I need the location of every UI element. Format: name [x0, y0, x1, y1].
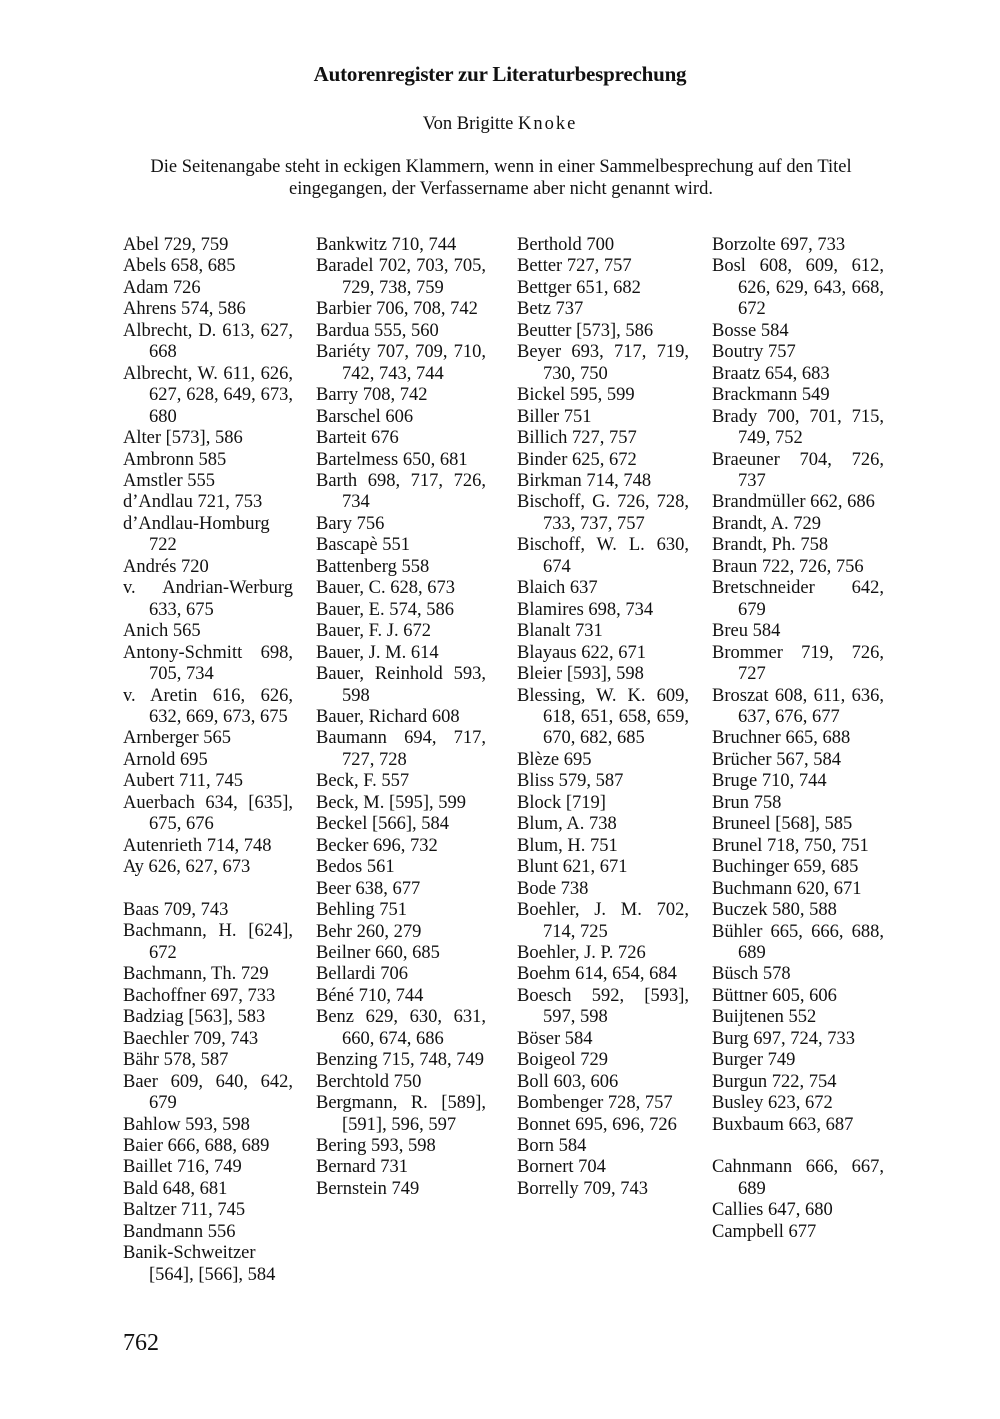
index-entry: Cahnmann 666, 667, 689 — [712, 1157, 884, 1199]
index-entry: Bretschneider 642, 679 — [712, 578, 884, 620]
index-entry: Bald 648, 681 — [123, 1178, 228, 1199]
index-entry: Bahlow 593, 598 — [123, 1114, 250, 1135]
index-entry: Boutry 757 — [712, 342, 796, 363]
index-entry: Arnberger 565 — [123, 728, 232, 749]
index-entry: Blum, H. 751 — [517, 835, 618, 856]
index-entry: Bode 738 — [517, 878, 589, 899]
index-entry: Berchtold 750 — [316, 1071, 422, 1092]
index-entry: d’Andlau-Homburg 722 — [123, 513, 270, 556]
index-entry: Boehler, J. M. 702, 714, 725 — [517, 900, 689, 942]
index-entry: Brackmann 549 — [712, 385, 830, 406]
index-entry: Boesch 592, [593], 597, 598 — [517, 985, 689, 1028]
index-entry: Bartelmess 650, 681 — [316, 449, 468, 470]
index-entry: Blèze 695 — [517, 749, 592, 770]
index-entry: Baradel 702, 703, 705, 729, 738, 759 — [316, 256, 486, 298]
index-entry: Borrelly 709, 743 — [517, 1178, 649, 1199]
index-entry: Bleier [593], 598 — [517, 664, 644, 685]
index-entry: Benzing 715, 748, 749 — [316, 1050, 485, 1071]
index-entry: Burg 697, 724, 733 — [712, 1028, 856, 1049]
index-entry: Bernstein 749 — [316, 1178, 420, 1199]
index-entry: Blamires 698, 734 — [517, 599, 654, 620]
index-entry: Autenrieth 714, 748 — [123, 835, 272, 856]
index-entry: Braeuner 704, 726, 737 — [712, 449, 884, 491]
index-entry: d’Andlau 721, 753 — [123, 492, 263, 513]
index-entry: Baumann 694, 717, 727, 728 — [316, 728, 486, 770]
index-entry: Albrecht, W. 611, 626, 627, 628, 649, 673, 680 — [123, 363, 293, 427]
index-entry: Bellardi 706 — [316, 964, 408, 985]
index-entry: Bonnet 695, 696, 726 — [517, 1114, 677, 1135]
index-entry: Born 584 — [517, 1136, 587, 1157]
index-entry: Boehler, J. P. 726 — [517, 942, 646, 963]
byline-name: Knoke — [517, 114, 578, 134]
index-entry: Barth 698, 717, 726, 734 — [316, 470, 486, 513]
index-entry: Bischoff, G. 726, 728, 733, 737, 757 — [517, 492, 689, 534]
index-entry: Behr 260, 279 — [316, 921, 422, 942]
index-entry: Bickel 595, 599 — [517, 385, 635, 406]
index-entry: Alter [573], 586 — [123, 428, 243, 449]
index-entry: Boigeol 729 — [517, 1050, 608, 1071]
index-entry: Auerbach 634, [635], 675, 676 — [123, 792, 293, 835]
index-entry: Badziag [563], 583 — [123, 1007, 266, 1028]
index-entry: Bering 593, 598 — [316, 1136, 436, 1157]
index-entry: Béné 710, 744 — [316, 985, 424, 1006]
index-entry: Amstler 555 — [123, 470, 215, 491]
index-entry: Bliss 579, 587 — [517, 771, 624, 792]
index-entry: Brücher 567, 584 — [712, 749, 841, 770]
index-entry: Binder 625, 672 — [517, 449, 637, 470]
index-entry: Bornert 704 — [517, 1157, 606, 1178]
index-entry: Beck, F. 557 — [316, 771, 410, 792]
index-entry: Bauer, F. J. 672 — [316, 621, 431, 642]
index-entry: Bauer, Reinhold 593, 598 — [316, 664, 486, 706]
index-entry: Bruneel [568], 585 — [712, 814, 853, 835]
index-entry: Barry 708, 742 — [316, 385, 428, 406]
index-entry: Anich 565 — [123, 621, 201, 642]
index-entry: Bombenger 728, 757 — [517, 1093, 673, 1114]
index-entry: Bascapè 551 — [316, 535, 411, 556]
index-entry: Beutter [573], 586 — [517, 320, 654, 341]
byline — [0, 114, 1000, 135]
index-entry: Brady 700, 701, 715, 749, 752 — [712, 406, 884, 449]
index-entry: Better 727, 757 — [517, 256, 632, 277]
index-entry: Abels 658, 685 — [123, 256, 236, 277]
index-entry: Billich 727, 757 — [517, 428, 637, 449]
section-gap — [712, 1136, 884, 1157]
index-entry: Bauer, Richard 608 — [316, 706, 460, 727]
index-entry: Ahrens 574, 586 — [123, 299, 246, 320]
index-entry: Burgun 722, 754 — [712, 1071, 837, 1092]
index-entry: Ay 626, 627, 673 — [123, 857, 251, 878]
index-entry: Borzolte 697, 733 — [712, 235, 846, 255]
index-entry: Büttner 605, 606 — [712, 985, 837, 1006]
index-entry: Büsch 578 — [712, 964, 791, 985]
index-entry: Barschel 606 — [316, 406, 414, 427]
index-entry: Birkman 714, 748 — [517, 470, 652, 491]
index-entry: Buchinger 659, 685 — [712, 857, 859, 878]
index-entry: Battenberg 558 — [316, 556, 430, 577]
index-entry: Baechler 709, 743 — [123, 1028, 259, 1049]
index-entry: Blaich 637 — [517, 578, 598, 599]
index-entry: Baer 609, 640, 642, 679 — [123, 1071, 293, 1114]
index-entry: Blessing, W. K. 609, 618, 651, 658, 659, 670, 682, 685 — [517, 685, 689, 749]
index-entry: Burger 749 — [712, 1050, 796, 1071]
index-entry: Baltzer 711, 745 — [123, 1200, 246, 1221]
index-entry: Bandmann 556 — [123, 1221, 236, 1242]
index-entry: Bischoff, W. L. 630, 674 — [517, 535, 689, 577]
index-entry: Baier 666, 688, 689 — [123, 1136, 270, 1157]
index-entry: Bankwitz 710, 744 — [316, 235, 457, 255]
index-entry: Bariéty 707, 709, 710, 742, 743, 744 — [316, 342, 486, 384]
index-entry: Bergmann, R. [589], [591], 596, 597 — [316, 1093, 486, 1135]
index-entry: Beck, M. [595], 599 — [316, 792, 467, 813]
index-entry: Brommer 719, 726, 727 — [712, 642, 884, 685]
index-entry: Brandt, Ph. 758 — [712, 535, 829, 556]
index-entry: Antony-Schmitt 698, 705, 734 — [123, 642, 293, 685]
index-entry: Benz 629, 630, 631, 660, 674, 686 — [316, 1007, 486, 1049]
index-entry: Bernard 731 — [316, 1157, 408, 1178]
index-entry: Boll 603, 606 — [517, 1071, 619, 1092]
index-entry: Bähr 578, 587 — [123, 1050, 229, 1071]
index-entry: Baillet 716, 749 — [123, 1157, 242, 1178]
index-entry: Barbier 706, 708, 742 — [316, 299, 478, 320]
index-entry: Bachmann, Th. 729 — [123, 964, 269, 985]
index-entry: Block [719] — [517, 792, 606, 813]
index-entry: Bosl 608, 609, 612, 626, 629, 643, 668, 672 — [712, 256, 884, 320]
index-entry: Bachoffner 697, 733 — [123, 985, 276, 1006]
byline-prefix: Von Brigitte — [422, 114, 514, 134]
index-entry: Böser 584 — [517, 1028, 593, 1049]
index-entry: Boehm 614, 654, 684 — [517, 964, 677, 985]
index-entry: Callies 647, 680 — [712, 1200, 833, 1221]
index-entry: Bauer, C. 628, 673 — [316, 578, 456, 599]
index-entry: Brun 758 — [712, 792, 782, 813]
index-entry: Aubert 711, 745 — [123, 771, 244, 792]
index-entry: Busley 623, 672 — [712, 1093, 833, 1114]
index-entry: Beilner 660, 685 — [316, 942, 440, 963]
index-column-1 — [123, 235, 293, 1286]
index-entry: Bettger 651, 682 — [517, 277, 641, 298]
index-entry: Bardua 555, 560 — [316, 320, 439, 341]
index-entry: Brunel 718, 750, 751 — [712, 835, 869, 856]
index-entry: Broszat 608, 611, 636, 637, 676, 677 — [712, 685, 884, 727]
index-entry: Buchmann 620, 671 — [712, 878, 862, 899]
index-entry: Bruge 710, 744 — [712, 771, 827, 792]
index-entry: Braun 722, 726, 756 — [712, 556, 864, 577]
index-entry: Bosse 584 — [712, 320, 789, 341]
page-number: 762 — [123, 1330, 159, 1356]
index-entry: Bedos 561 — [316, 857, 395, 878]
index-entry: Brandmüller 662, 686 — [712, 492, 875, 513]
index-entry: v. Andrian-Werburg 633, 675 — [123, 578, 293, 620]
index-column-4 — [712, 235, 884, 1243]
index-entry: Becker 696, 732 — [316, 835, 438, 856]
index-entry: Buxbaum 663, 687 — [712, 1114, 854, 1135]
index-entry: Buijtenen 552 — [712, 1007, 817, 1028]
index-column-3 — [517, 235, 689, 1200]
page-title: Autorenregister zur Literaturbesprechung — [313, 62, 687, 86]
index-entry: Baas 709, 743 — [123, 900, 229, 921]
index-entry: Buczek 580, 588 — [712, 900, 837, 921]
index-entry: v. Aretin 616, 626, 632, 669, 673, 675 — [123, 685, 293, 727]
index-entry: Barteit 676 — [316, 428, 399, 449]
index-entry: Betz 737 — [517, 299, 584, 320]
section-gap — [123, 879, 293, 900]
index-entry: Bruchner 665, 688 — [712, 728, 851, 749]
index-entry: Breu 584 — [712, 621, 781, 642]
index-entry: Blayaus 622, 671 — [517, 642, 646, 663]
index-entry: Bary 756 — [316, 513, 385, 534]
index-entry: Beyer 693, 717, 719, 730, 750 — [517, 342, 689, 384]
index-entry: Brandt, A. 729 — [712, 513, 821, 534]
index-entry: Arnold 695 — [123, 749, 208, 770]
index-entry: Bachmann, H. [624], 672 — [123, 921, 293, 963]
index-entry: Albrecht, D. 613, 627, 668 — [123, 320, 293, 363]
index-entry: Braatz 654, 683 — [712, 363, 830, 384]
index-entry: Blum, A. 738 — [517, 814, 617, 835]
index-entry: Campbell 677 — [712, 1221, 817, 1242]
intro-note: Die Seitenangabe steht in eckigen Klammern, wenn in einer Sammelbesprechung auf den Titel eingegangen, der Verfassername aber nicht genannt wird. — [150, 157, 852, 199]
index-entry: Berthold 700 — [517, 235, 615, 255]
index-entry: Adam 726 — [123, 277, 201, 298]
index-entry: Beckel [566], 584 — [316, 814, 450, 835]
index-entry: Abel 729, 759 — [123, 235, 229, 255]
index-entry: Banik-Schweitzer [564], [566], 584 — [123, 1243, 276, 1285]
index-entry: Bauer, J. M. 614 — [316, 642, 439, 663]
index-entry: Andrés 720 — [123, 556, 209, 577]
index-entry: Behling 751 — [316, 900, 407, 921]
index-entry: Blanalt 731 — [517, 621, 603, 642]
index-column-2 — [316, 235, 486, 1200]
index-entry: Blunt 621, 671 — [517, 857, 628, 878]
index-entry: Ambronn 585 — [123, 449, 227, 470]
index-entry: Beer 638, 677 — [316, 878, 421, 899]
index-entry: Bauer, E. 574, 586 — [316, 599, 454, 620]
index-entry: Bühler 665, 666, 688, 689 — [712, 921, 884, 963]
index-entry: Biller 751 — [517, 406, 592, 427]
